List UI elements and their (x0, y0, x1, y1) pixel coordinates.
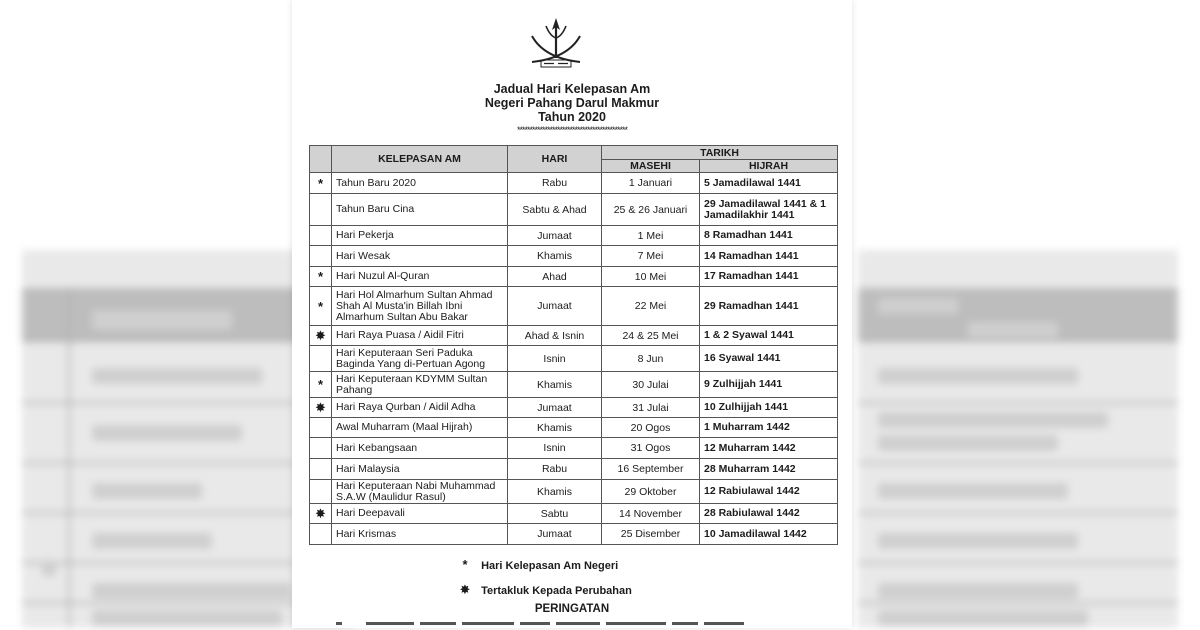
notes-heading: PERINGATAN (534, 603, 610, 615)
holiday-hijrah: 12 Muharram 1442 (700, 438, 838, 459)
holiday-masehi: 25 & 26 Januari (602, 194, 700, 226)
holiday-name: Hari Nuzul Al-Quran (332, 267, 508, 287)
holiday-day: Jumaat (508, 398, 602, 418)
row-marker (310, 226, 332, 246)
row-marker (310, 438, 332, 459)
holiday-day: Rabu (508, 459, 602, 480)
holiday-name: Hari Raya Puasa / Aidil Fitri (332, 326, 508, 346)
pahang-crest-icon (524, 14, 588, 78)
holiday-hijrah: 1 Muharram 1442 (700, 418, 838, 438)
holiday-name: Tahun Baru Cina (332, 194, 508, 226)
holiday-hijrah: 5 Jamadilawal 1441 (700, 173, 838, 194)
header-masehi: MASEHI (602, 160, 700, 173)
holiday-masehi: 14 November (602, 504, 700, 524)
header-hari: HARI (508, 146, 602, 173)
holiday-masehi: 31 Ogos (602, 438, 700, 459)
holiday-hijrah: 12 Rabiulawal 1442 (700, 480, 838, 504)
legend-text: Hari Kelepasan Am Negeri (481, 560, 619, 572)
holiday-hijrah: 16 Syawal 1441 (700, 346, 838, 372)
table-row (310, 226, 838, 246)
row-marker: * (310, 372, 332, 398)
holiday-masehi: 24 & 25 Mei (602, 326, 700, 346)
holiday-hijrah: 10 Zulhijjah 1441 (700, 398, 838, 418)
document-year: Tahun 2020 (538, 110, 606, 124)
holiday-masehi: 20 Ogos (602, 418, 700, 438)
asterisk-icon: * (462, 557, 468, 572)
table-row (310, 346, 838, 372)
holiday-name: Hari Keputeraan Seri Paduka Baginda Yang di-Pertuan Agong (332, 346, 508, 372)
holiday-day: Jumaat (508, 524, 602, 545)
holiday-hijrah: 1 & 2 Syawal 1441 (700, 326, 838, 346)
row-marker: * (310, 173, 332, 194)
holiday-masehi: 7 Mei (602, 246, 700, 267)
holiday-hijrah: 9 Zulhijjah 1441 (700, 372, 838, 398)
holiday-name: Hari Krismas (332, 524, 508, 545)
table-row (310, 504, 838, 524)
holiday-masehi: 30 Julai (602, 372, 700, 398)
table-row (310, 287, 838, 326)
table-row (310, 418, 838, 438)
holiday-masehi: 22 Mei (602, 287, 700, 326)
header-kelepasan: KELEPASAN AM (332, 146, 508, 173)
legend-state-holiday (452, 557, 618, 572)
holiday-name: Hari Malaysia (332, 459, 508, 480)
holiday-hijrah: 8 Ramadhan 1441 (700, 226, 838, 246)
holiday-day: Isnin (508, 346, 602, 372)
holiday-name: Hari Deepavali (332, 504, 508, 524)
holiday-day: Khamis (508, 480, 602, 504)
table-row (310, 372, 838, 398)
row-marker: * (310, 267, 332, 287)
title-separator: ******************************************** (516, 125, 628, 135)
holiday-hijrah: 28 Rabiulawal 1442 (700, 504, 838, 524)
holiday-hijrah: 10 Jamadilawal 1442 (700, 524, 838, 545)
table-row (310, 246, 838, 267)
row-marker (310, 346, 332, 372)
header-hijrah: HIJRAH (700, 160, 838, 173)
holiday-day: Jumaat (508, 287, 602, 326)
holiday-masehi: 10 Mei (602, 267, 700, 287)
row-marker (310, 480, 332, 504)
holiday-name: Awal Muharram (Maal Hijrah) (332, 418, 508, 438)
holiday-day: Ahad & Isnin (508, 326, 602, 346)
table-row (310, 326, 838, 346)
row-marker (310, 524, 332, 545)
holiday-masehi: 25 Disember (602, 524, 700, 545)
row-marker: ✸ (310, 326, 332, 346)
holiday-hijrah: 29 Jamadilawal 1441 & 1 Jamadilakhir 1441 (700, 194, 838, 226)
holiday-day: Rabu (508, 173, 602, 194)
table-row (310, 398, 838, 418)
holiday-masehi: 8 Jun (602, 346, 700, 372)
holiday-masehi: 16 September (602, 459, 700, 480)
table-row (310, 480, 838, 504)
holiday-name: Hari Raya Qurban / Aidil Adha (332, 398, 508, 418)
document-title: Jadual Hari Kelepasan Am (493, 82, 651, 96)
table-row (310, 438, 838, 459)
row-marker: ✸ (310, 504, 332, 524)
holiday-name: Hari Keputeraan KDYMM Sultan Pahang (332, 372, 508, 398)
holiday-name: Hari Pekerja (332, 226, 508, 246)
holiday-day: Ahad (508, 267, 602, 287)
table-row (310, 459, 838, 480)
row-marker (310, 459, 332, 480)
marker-column-header (310, 146, 332, 173)
cropped-text-line (332, 622, 802, 630)
holiday-day: Sabtu (508, 504, 602, 524)
holiday-day: Khamis (508, 372, 602, 398)
row-marker (310, 194, 332, 226)
table-row (310, 194, 838, 226)
row-marker (310, 418, 332, 438)
header-tarikh: TARIKH (602, 146, 838, 160)
holiday-masehi: 1 Mei (602, 226, 700, 246)
table-row (310, 524, 838, 545)
star-burst-icon: ✸ (459, 582, 471, 597)
holiday-masehi: 29 Oktober (602, 480, 700, 504)
table-row (310, 173, 838, 194)
holiday-hijrah: 14 Ramadhan 1441 (700, 246, 838, 267)
holiday-day: Khamis (508, 418, 602, 438)
legend-subject-to-change (452, 582, 632, 598)
holiday-hijrah: 29 Ramadhan 1441 (700, 287, 838, 326)
holiday-name: Hari Kebangsaan (332, 438, 508, 459)
legend-text: Tertakluk Kepada Perubahan (481, 585, 632, 597)
holiday-name: Hari Keputeraan Nabi Muhammad S.A.W (Maulidur Rasul) (332, 480, 508, 504)
blurred-background-right (858, 250, 1178, 628)
document-subtitle: Negeri Pahang Darul Makmur (484, 96, 660, 110)
holiday-masehi: 31 Julai (602, 398, 700, 418)
holiday-name: Hari Hol Almarhum Sultan Ahmad Shah Al Musta'in Billah Ibni Almarhum Sultan Abu Bakar (332, 287, 508, 326)
holiday-day: Sabtu & Ahad (508, 194, 602, 226)
row-marker: * (310, 287, 332, 326)
holiday-day: Khamis (508, 246, 602, 267)
holiday-hijrah: 17 Ramadhan 1441 (700, 267, 838, 287)
document-page (292, 0, 852, 628)
table-row (310, 267, 838, 287)
row-marker: ✸ (310, 398, 332, 418)
holiday-table (309, 145, 838, 545)
holiday-masehi: 1 Januari (602, 173, 700, 194)
holiday-day: Isnin (508, 438, 602, 459)
holiday-hijrah: 28 Muharram 1442 (700, 459, 838, 480)
holiday-name: Tahun Baru 2020 (332, 173, 508, 194)
holiday-name: Hari Wesak (332, 246, 508, 267)
row-marker (310, 246, 332, 267)
holiday-day: Jumaat (508, 226, 602, 246)
